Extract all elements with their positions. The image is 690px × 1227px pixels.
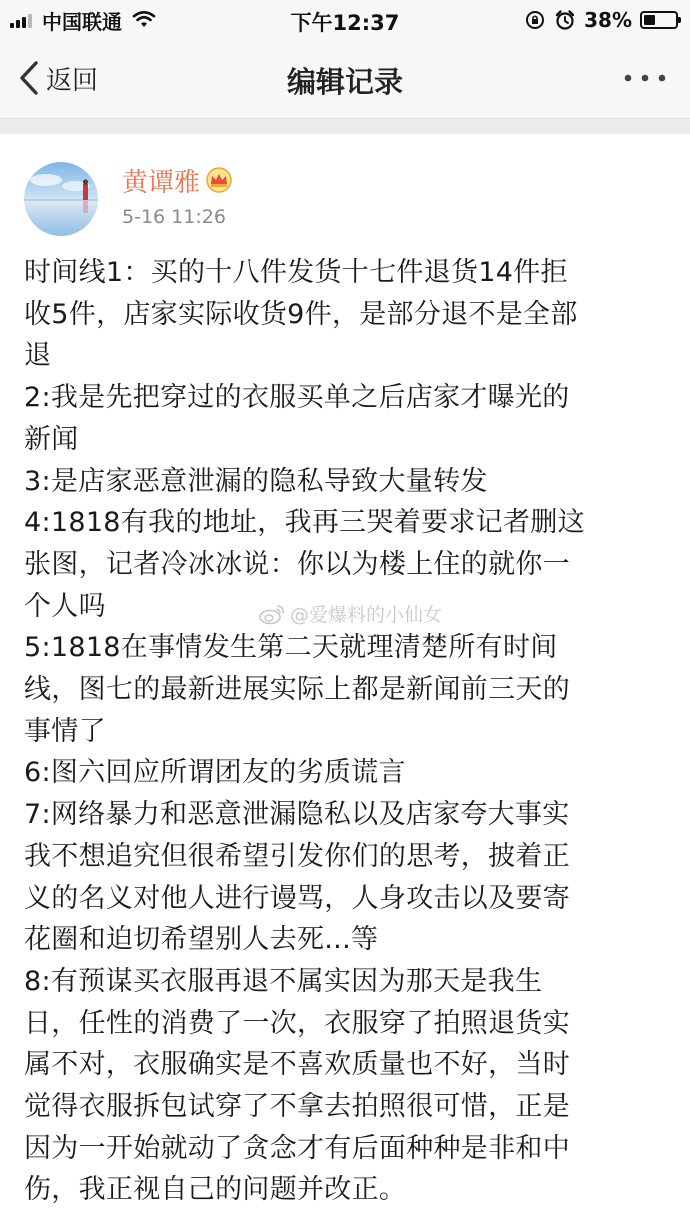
post-text-line: 觉得衣服拆包试穿了不拿去拍照很可惜，正是 xyxy=(24,1091,570,1123)
post-text-line: 属不对，衣服确实是不喜欢质量也不好，当时 xyxy=(24,1049,570,1081)
more-dots-icon[interactable] xyxy=(622,68,668,88)
post-text-line: 义的名义对他人进行谩骂，人身攻击以及要寄 xyxy=(24,882,570,914)
post-text-line: 因为一开始就动了贪念才有后面种种是非和中 xyxy=(24,1132,570,1164)
post-text-line: 新闻 xyxy=(24,423,79,455)
post-text-line: 2:我是先把穿过的衣服买单之后店家才曝光的 xyxy=(24,382,570,414)
post-text-line: 花圈和迫切希望别人去死...等 xyxy=(24,924,379,956)
post-text-line: 张图，记者冷冰冰说：你以为楼上住的就你一 xyxy=(24,548,570,580)
post-body xyxy=(24,252,664,1211)
post-timestamp: 5-16 11:26 xyxy=(122,206,226,228)
post-text-line: 日，任性的消费了一次，衣服穿了拍照退货实 xyxy=(24,1007,570,1039)
post-text-line: 3:是店家恶意泄漏的隐私导致大量转发 xyxy=(24,465,488,497)
watermark xyxy=(258,600,442,627)
carrier-name: 中国联通 xyxy=(42,9,122,34)
avatar[interactable] xyxy=(24,162,98,236)
post-text-line: 5:1818在事情发生第二天就理清楚所有时间 xyxy=(24,632,558,664)
post-text-line: 线，图七的最新进展实际上都是新闻前三天的 xyxy=(24,674,570,706)
post-text-line: 个人吗 xyxy=(24,590,106,622)
post-text-line: 我不想追究但很希望引发你们的思考，披着正 xyxy=(24,840,570,872)
crown-icon xyxy=(204,167,234,193)
post-text-line: 收5件，店家实际收货9件，是部分退不是全部 xyxy=(24,298,578,330)
nav-bar xyxy=(0,40,690,118)
page-title: 编辑记录 xyxy=(286,65,403,99)
back-label: 返回 xyxy=(46,65,99,96)
post-text-line: 8:有预谋买衣服再退不属实因为那天是我生 xyxy=(24,965,543,997)
watermark-text: @爱爆料的小仙女 xyxy=(290,604,443,626)
avatar-image xyxy=(24,162,98,236)
username[interactable]: 黄谭雅 xyxy=(122,167,201,198)
rotation-lock-icon xyxy=(524,9,546,31)
battery-level-fill xyxy=(644,15,655,25)
status-time: 下午12:37 xyxy=(290,11,400,35)
post-text-line: 4:1818有我的地址，我再三哭着要求记者删这 xyxy=(24,507,585,539)
post-text-line: 伤，我正视自己的问题并改正。 xyxy=(24,1174,407,1206)
weibo-logo-icon xyxy=(258,603,286,625)
status-right xyxy=(524,7,678,33)
post-text-line: 7:网络暴力和恶意泄漏隐私以及店家夸大事实 xyxy=(24,799,570,831)
post-text-line: 事情了 xyxy=(24,715,106,747)
battery-percent: 38% xyxy=(584,8,632,32)
post-text-line: 6:图六回应所谓团友的劣质谎言 xyxy=(24,757,406,789)
section-divider xyxy=(0,118,690,134)
post-text-line: 时间线1：买的十八件发货十七件退货14件拒 xyxy=(24,257,568,288)
username-row xyxy=(122,163,234,197)
alarm-clock-icon xyxy=(554,9,576,31)
post-text-line: 退 xyxy=(24,340,52,372)
status-bar xyxy=(0,0,690,40)
battery-icon xyxy=(640,11,678,29)
